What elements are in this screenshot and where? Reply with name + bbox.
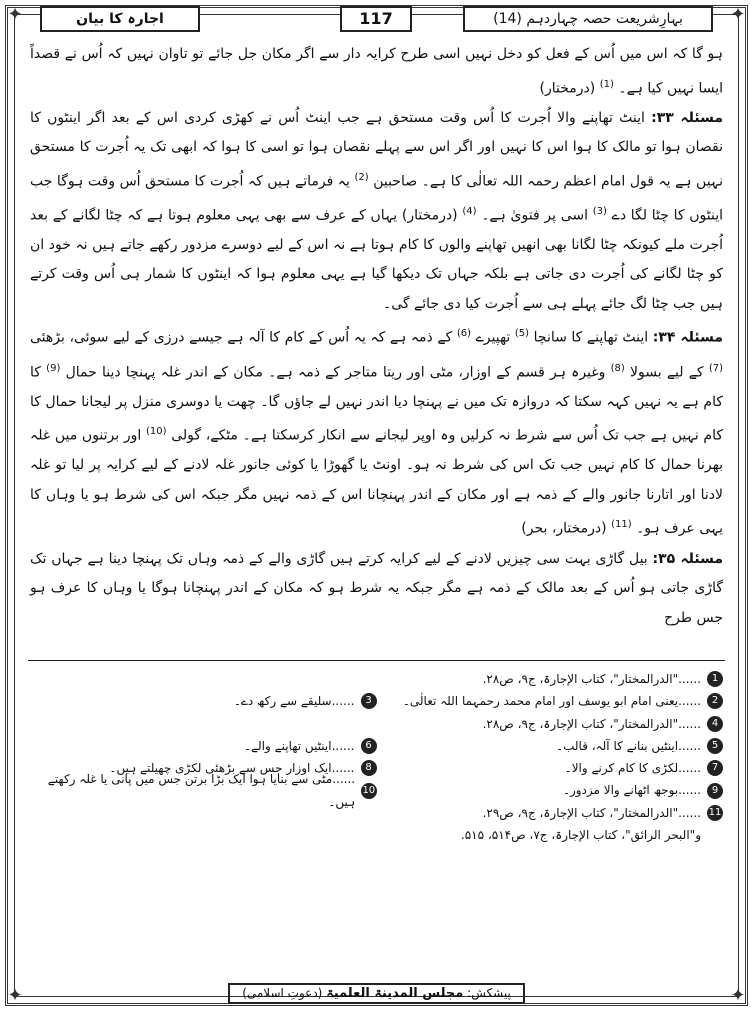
footnote-1: [30, 668, 723, 690]
footnote-text: ......بوجھ اٹھانے والا مزدور۔: [562, 783, 701, 798]
page-header: [40, 6, 713, 34]
publisher-name: مجلس المدینۃ العلمیۃ: [326, 986, 464, 1001]
footnote-number: 1: [707, 671, 723, 687]
footnote-text: ......"الدرالمختار"، کتاب الإجارۃ، ج۹، ص۲۸.: [482, 716, 701, 731]
source-citation: (درمختار، بحر): [521, 521, 607, 538]
footnote-7: [377, 757, 724, 779]
footnote-row: [30, 668, 723, 690]
footnote-ref: (4): [462, 205, 477, 217]
masala-33: [30, 104, 723, 320]
footnote-number: 4: [707, 716, 723, 732]
footnote-11: [30, 802, 723, 824]
text-span: کا کام ہے یہ نہیں کہہ سکتا کہ دروازہ تک میں نے پہنچا دیا اندر نہیں لے جاؤں گا۔ چھت یا دوسری منزل پر لیجانا حمال کا کام نہیں ہے جب تک اُس سے شرط نہ کرلیں وہ اوپر لیجانے سے انکار کرسکتا ہے۔ مٹکے، گولی: [30, 364, 724, 444]
footnote-number: 11: [707, 805, 723, 821]
footnote-row: [30, 824, 723, 846]
footnote-3: [30, 690, 377, 712]
footnote-text: ......اینٹیں تھاپنے والے۔: [243, 738, 355, 753]
book-title: بہارِشریعت حصہ چہاردہم (14): [463, 6, 713, 32]
footnotes: [30, 668, 723, 846]
footnote-number: 8: [361, 760, 377, 776]
footnote-text: ......"الدرالمختار"، کتاب الإجارۃ، ج۹، ص۲۸.: [482, 672, 701, 686]
text-span: کے لیے بسولا: [630, 364, 704, 381]
footnote-9: [377, 779, 724, 801]
text-span: اسی پر فتویٰ ہے۔: [481, 207, 588, 224]
masala-label: مسئلہ ۳۳:: [651, 109, 724, 126]
text-span: بیل گاڑی بہت سی چیزیں لادنے کے لیے کرایہ کرتے ہیں گاڑی والے کے ذمہ وہاں تک پہنچا دینا ہے جہاں تک گاڑی جاتی ہو اُس کے بعد مالک کے ذمہ ہے مگر جبکہ یہ شرط ہو کہ مکان کے اندر پہنچانا ہوگا یا وہاں کا عرف ہو جس طرح: [30, 550, 723, 626]
footnote-divider: [28, 660, 725, 661]
text-span: (درمختار) یہاں کے عرف سے بھی یہی معلوم ہوتا ہے کہ چٹا لگانے کے بعد اُجرت ملے کیونکہ چٹا لگانا بھی انھیں تھاپنے والوں کا کام ہوتا ہے نہ اس کے لیے دوسرے مزدور رکھے جاتے ہیں نہ خود ان کو چٹا لگانے کی اُجرت دی جاتی ہے بلکہ جہاں تک دیکھا گیا ہے یہی معلوم ہوا کہ اینٹوں کا شمار ہی اُس وقت کرتے ہیں جب چٹا لگ جائے پہلے ہی سے اُجرت کیا دی جائے گی۔: [30, 207, 723, 312]
masala-34: [30, 319, 723, 544]
footnote-5: [377, 735, 724, 757]
footnote-ref: (9): [46, 362, 61, 374]
footnote-4: [30, 713, 723, 735]
footnote-ref: (6): [456, 328, 471, 340]
footnote-number: 2: [707, 693, 723, 709]
text-span: تھپیرے: [475, 330, 511, 347]
footnote-10: [30, 772, 377, 809]
footnote-number: 9: [707, 783, 723, 799]
footnote-row: [30, 802, 723, 824]
footnote-row: [30, 735, 723, 757]
footnote-11-continued: [30, 824, 723, 846]
text-span: اینٹ تھاپنے والا اُجرت کا اُس وقت مستحق ہے جب اینٹ اُس نے کھڑی کردی اس کے بعد اگر اینٹوں کا نقصان ہوا تو مالک کا ہوا اس کا نہیں اور اگر اس سے پہلے نقصان ہوا تو اسی کا ہوا کہ ابھی تک یہ اُجرت کا مستحق نہیں ہے یہ قول امام اعظم رحمہ اللہ تعالٰی کا ہے۔ صاحبین: [30, 109, 724, 190]
source-citation: (درمختار): [539, 80, 596, 97]
footnote-number: 7: [707, 760, 723, 776]
footnote-ref: (5): [514, 328, 530, 340]
text-span: کے ذمہ ہے کہ یہ اُس کے کام کا آلہ ہے جیسے درزی کے لیے سوئی، بڑھئی: [30, 330, 453, 347]
chapter-title: اجارہ کا بیان: [40, 6, 200, 32]
footnote-text: ......لکڑی کا کام کرنے والا۔: [564, 761, 701, 776]
corner-ornament-icon: ✦: [730, 4, 746, 25]
footnote-text: و"البحر الرائق"، کتاب الإجارۃ، ج۷، ص۵۱۴، ۵۱۵.: [460, 828, 701, 843]
publisher-box: [228, 983, 525, 1004]
footnote-ref: (7): [708, 362, 723, 374]
footer-prefix: پیشکش:: [467, 986, 511, 1000]
footnote-number: 3: [361, 693, 377, 709]
footnote-text: ......ایک اوزار جس سے بڑھئی لکڑی چھیلتے ہیں۔: [109, 761, 355, 776]
text-span: اور برتنوں میں غلہ بھرنا حمال کا کام نہیں جب تک اس کی شرط نہ ہو۔ اونٹ یا گھوڑا یا کوئی جانور غلہ لادنے کے لیے کرایہ پر لیا تو غلہ لادنا اور اتارنا جانور والے کے ذمہ ہے اور مکان کے اندر پہنچانا اس کے ذمہ نہیں مگر جبکہ اس کی شرط ہو یا وہاں کا یہی عرف ہو۔: [30, 427, 723, 538]
footnote-text: ......سلیقے سے رکھ دے۔: [233, 694, 355, 709]
footnote-ref: (8): [610, 362, 625, 374]
main-text: [30, 40, 723, 633]
paragraph-intro: [30, 40, 723, 104]
footnote-text: ......"الدرالمختار"، کتاب الإجارۃ، ج۹، ص۲۹.: [482, 805, 701, 820]
footnote-2: [377, 690, 724, 712]
text-span: اینٹ تھاپنے کا سانچا: [533, 330, 649, 347]
page-number: 117: [340, 6, 412, 32]
masala-35: [30, 545, 723, 634]
corner-ornament-icon: ✦: [7, 4, 23, 25]
corner-ornament-icon: ✦: [7, 985, 23, 1006]
footnote-text: ......اینٹیں بنانے کا آلہ، قالب۔: [556, 738, 701, 753]
footnote-row: [30, 772, 723, 809]
masala-label: مسئلہ ۳۵:: [652, 550, 724, 567]
footnote-text: ......یعنی امام ابو یوسف اور امام محمد رحمہما اللہ تعالٰی۔: [402, 694, 701, 709]
footnote-6: [30, 735, 377, 757]
corner-ornament-icon: ✦: [730, 985, 746, 1006]
footnote-ref: (1): [599, 78, 614, 90]
text-span: ہو گا کہ اس میں اُس کے فعل کو دخل نہیں اسی طرح کرایہ دار سے اگر مکان جل جائے تو تاوان نہیں کہ اُس نے قصداً ایسا نہیں کیا ہے۔: [30, 46, 723, 97]
footnote-row: [30, 713, 723, 735]
footnote-ref: (11): [611, 519, 632, 531]
footnote-ref: (3): [592, 205, 607, 217]
footnote-ref: (2): [354, 171, 369, 183]
footnote-ref: (10): [145, 426, 167, 438]
page-footer: [0, 982, 753, 1004]
publisher-sub: (دعوتِ اسلامی): [242, 986, 323, 1000]
footnote-number: 5: [707, 738, 723, 754]
footnote-row: [30, 690, 723, 712]
footnote-number: 6: [361, 738, 377, 754]
masala-label: مسئلہ ۳۴:: [652, 330, 724, 347]
text-span: وغیرہ ہر قسم کے اوزار، مٹی اور ریتا متاجر کے ذمہ ہے۔ مکان کے اندر غلہ پہنچا دینا حمال: [65, 364, 606, 381]
text-span: یہ فرماتے ہیں کہ اُجرت کا مستحق اُس وقت ہوگا جب اینٹوں کا چٹا لگا دے: [30, 173, 724, 224]
footnote-text: ......مٹی سے بنایا ہوا ایک بڑا برتن جس میں پانی یا غلہ رکھتے ہیں۔: [47, 772, 356, 809]
footnote-number: 10: [361, 783, 376, 799]
